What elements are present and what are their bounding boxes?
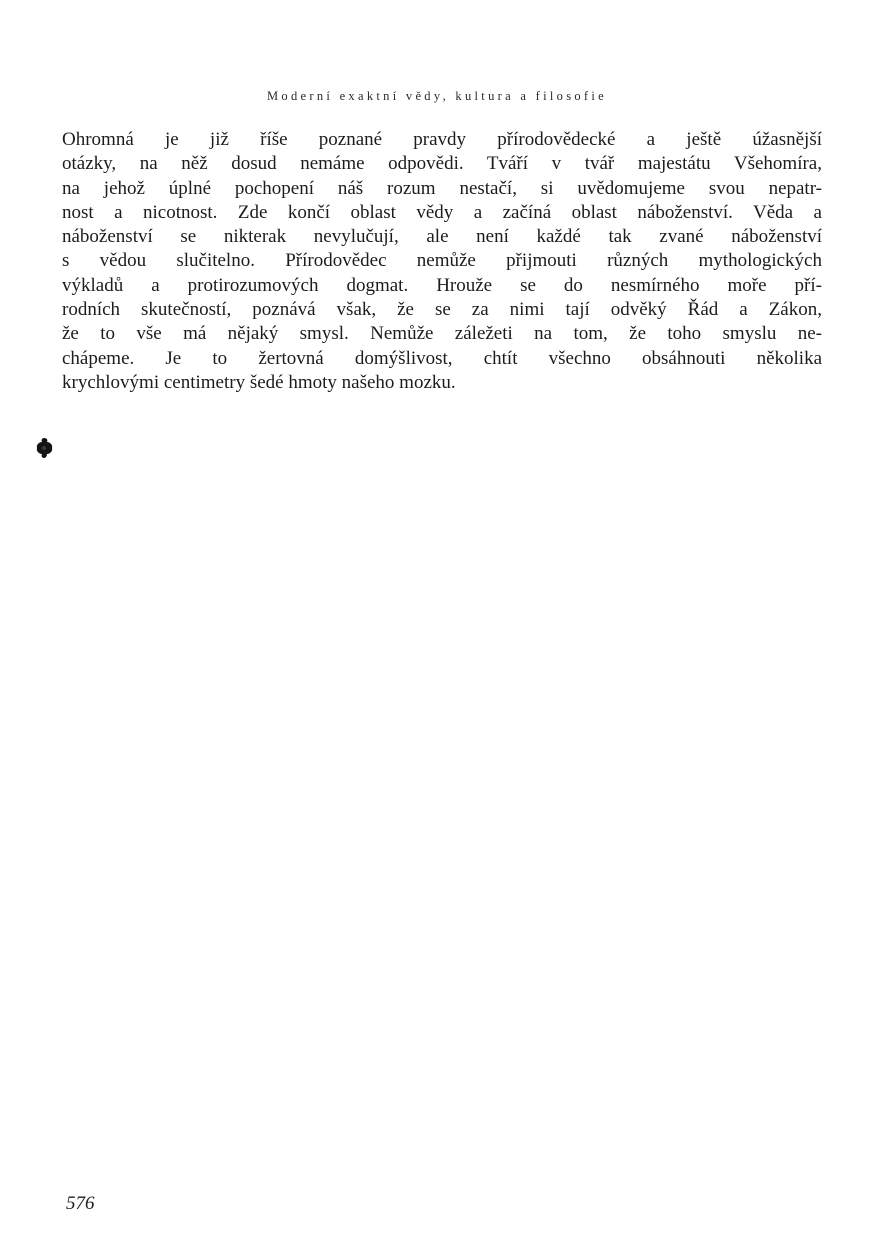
paragraph-line: že to vše má nějaký smysl. Nemůže záležeti na tom, že toho smyslu ne- [62,323,822,345]
paragraph-line: nost a nicotnost. Zde končí oblast vědy a začíná oblast náboženství. Věda a [62,201,822,223]
paragraph-line: s vědou slučitelno. Přírodovědec nemůže přijmouti různých mythologických [62,250,822,272]
paragraph-line: rodních skutečností, poznává však, že se za nimi tají odvěký Řád a Zákon, [62,299,822,321]
page-number: 576 [66,1193,95,1214]
paragraph-line: na jehož úplné pochopení náš rozum nestačí, si uvědomujeme svou nepatr- [62,177,822,199]
paragraph-line: Ohromná je již říše poznané pravdy přírodovědecké a ještě úžasnější [62,129,822,150]
ink-blot [35,437,54,459]
paragraph-line: chápeme. Je to žertovná domýšlivost, chtít všechno obsáhnouti několika [62,347,822,369]
paragraph-line: náboženství se nikterak nevylučují, ale není každé tak zvané náboženství [62,226,822,248]
body-paragraph [62,128,822,395]
paragraph-line: krychlovými centimetry šedé hmoty našeho mozku. [62,371,456,393]
paragraph-line: otázky, na něž dosud nemáme odpovědi. Tváří v tvář majestátu Všehomíra, [62,153,822,175]
paragraph-line: výkladů a protirozumových dogmat. Hrouže se do nesmírného moře pří- [62,274,822,296]
running-head: Moderní exaktní vědy, kultura a filosofie [267,89,607,103]
